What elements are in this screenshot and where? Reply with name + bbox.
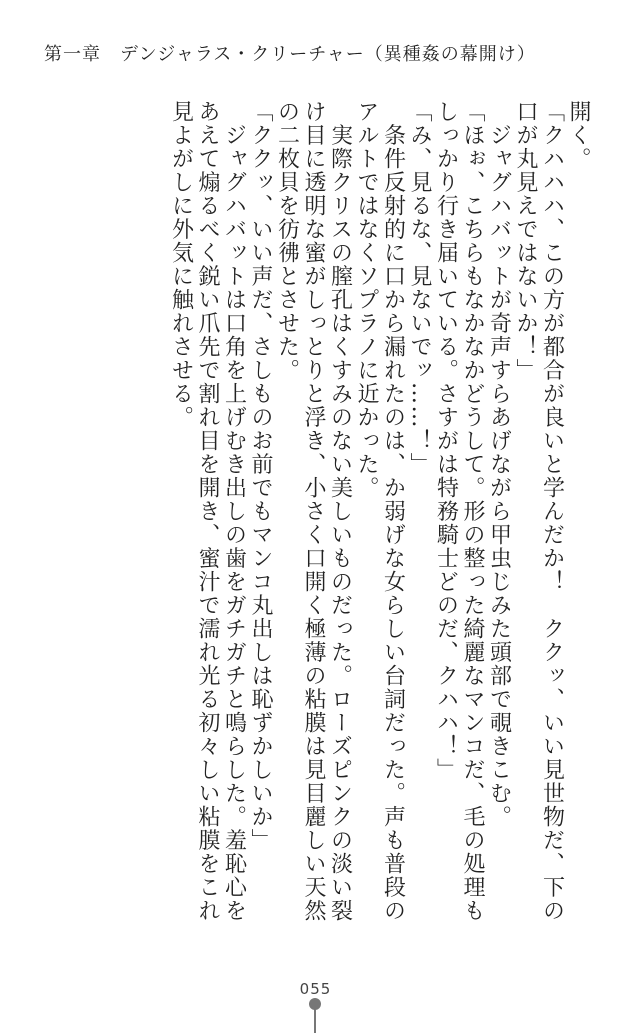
chapter-header: 第一章 デンジャラス・クリーチャー（異種姦の幕開け） (44, 44, 536, 65)
paragraph: 「ほぉ、こちらもなかなかどうして。形の整った綺麗なマンコだ、毛の処理もしっかり行き届いている。さすがは特務騎士どのだ、クハハ！」 (433, 100, 485, 923)
paragraph: 実際クリスの膣孔はくすみのない美しいものだった。ローズピンクの淡い裂け目に透明な蜜がしっとりと浮き、小さく口開く極薄の粘膜は見目麗しい天然の二枚貝を彷彿とさせた。 (274, 100, 353, 923)
vertical-text-body (31, 100, 591, 940)
paragraph: 「み、見るな、見ないでッ……！」 (407, 100, 432, 476)
paragraph: 「ククッ、いい声だ、さしものお前でもマンコ丸出しは恥ずかしいか」 (248, 100, 273, 852)
paragraph: ジャグハバットが奇声すらあげながら甲虫じみた頭部で覗きこむ。 (486, 100, 512, 829)
page-marker-icon (309, 998, 321, 1033)
marker-line (314, 1008, 316, 1033)
paragraph: 開く。 (566, 100, 591, 171)
page-number: 055 (299, 980, 332, 998)
paragraph: 「クハハハ、この方が都合が良いと学んだか！ ククッ、いい見世物だ、下の口が丸見えではないか！」 (513, 100, 565, 923)
paragraph: 条件反射的に口から漏れたのは、か弱げな女らしい台詞だった。声も普段のアルトではなくソプラノに近かった。 (354, 100, 406, 923)
paragraph: ジャグハバットは口角を上げむき出しの歯をガチガチと鳴らした。羞恥心をあえて煽るべく鋭い爪先で割れ目を開き、蜜汁で濡れ光る初々しい粘膜をこれ見よがしに外気に触れさせる。 (168, 100, 247, 923)
